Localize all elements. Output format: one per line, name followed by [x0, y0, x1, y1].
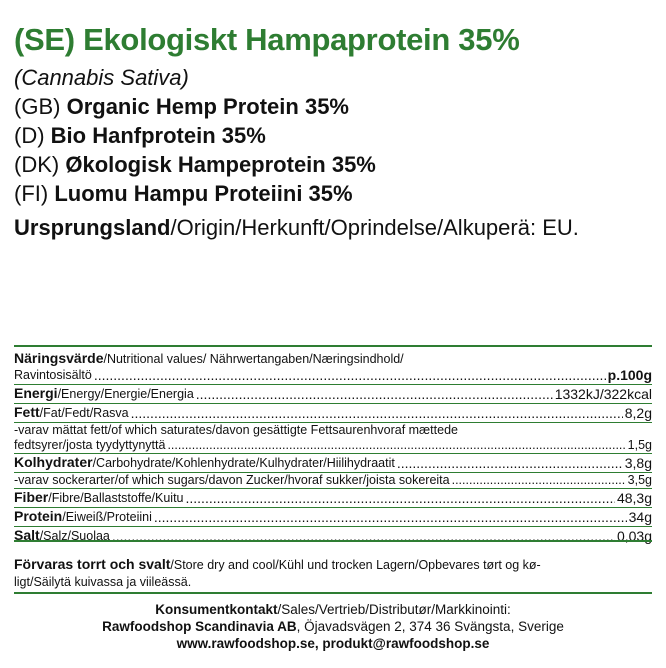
company-name: Rawfoodshop Scandinavia AB [102, 619, 297, 634]
saturates-label-line2: fedtsyrer/josta tyydyttynyttä [14, 438, 166, 452]
language-fi [14, 179, 654, 208]
protein-row [14, 508, 652, 527]
energy-row [14, 385, 652, 404]
product-header [14, 22, 654, 243]
nutrition-heading [14, 351, 652, 367]
fat-label-rest: /Fat/Fedt/Rasva [39, 406, 129, 420]
dot-leader [154, 509, 627, 526]
storage-instructions [14, 540, 652, 591]
per-value: p.100g [607, 367, 652, 383]
dot-leader [196, 386, 553, 403]
dot-leader [397, 455, 623, 472]
dot-leader [452, 473, 626, 488]
sugars-value: 3,5g [627, 473, 652, 487]
saturates-row [14, 438, 652, 454]
origin-text: /Origin/Herkunft/Oprindelse/Alkuperä: EU. [170, 215, 579, 240]
dot-leader [131, 405, 623, 422]
carbohydrate-value: 3,8g [624, 455, 652, 471]
consumer-contact [14, 592, 652, 652]
carbohydrate-label-rest: /Carbohydrate/Kohlenhydrate/Kulhydrater/Hiilihydraatit [92, 456, 395, 470]
product-title: (SE) Ekologiskt Hampaprotein 35% [14, 22, 520, 57]
storage-bold: Förvaras torrt och svalt [14, 556, 171, 572]
company-address: , Öjavadsvägen 2, 374 36 Svängsta, Sverige [296, 619, 564, 634]
fat-label: Fett [14, 404, 40, 420]
energy-label-rest: /Energy/Energie/Energia [57, 387, 194, 401]
lang-name: Bio Hanfprotein 35% [50, 123, 266, 148]
contact-label-rest: /Sales/Vertrieb/Distributør/Markkinointi: [277, 602, 511, 617]
carbohydrate-row [14, 454, 652, 473]
fibre-value: 48,3g [616, 490, 652, 506]
lang-code: (DK) [14, 152, 60, 177]
salt-label-rest: /Salz/Suolaa [39, 529, 110, 543]
dot-leader [94, 367, 606, 384]
salt-label: Salt [14, 527, 40, 543]
nutrition-table [14, 345, 652, 545]
carbohydrate-label: Kolhydrater [14, 454, 93, 470]
fibre-row [14, 489, 652, 508]
sugars-row [14, 473, 652, 489]
protein-label: Protein [14, 508, 63, 524]
latin-name: (Cannabis Sativa) [14, 65, 189, 90]
protein-value: 34g [628, 509, 652, 525]
lang-name: Luomu Hampu Proteiini 35% [54, 181, 353, 206]
sugars-label: -varav sockerarter/of which sugars/davon Zucker/hvoraf sukker/joista sokereita [14, 473, 450, 487]
fibre-label-rest: /Fibre/Ballaststoffe/Kuitu [48, 491, 184, 505]
per-100g-row [14, 367, 652, 385]
fibre-label: Fiber [14, 489, 49, 505]
storage-rest: /Store dry and cool/Kühl und trocken Lagern/Opbevares tørt og kø- [170, 558, 541, 572]
contact-label: Konsumentkontakt [155, 602, 278, 617]
language-dk [14, 150, 654, 179]
saturates-label-line1: -varav mättat fett/of which saturates/davon gesättigte Fettsaurenhvoraf mættede [14, 423, 458, 437]
lang-code: (FI) [14, 181, 49, 206]
origin-label: Ursprungsland [14, 215, 171, 240]
energy-value: 1332kJ/322kcal [554, 386, 652, 402]
lang-name: Organic Hemp Protein 35% [66, 94, 349, 119]
dot-leader [186, 490, 615, 507]
language-gb [14, 92, 654, 121]
origin-line [14, 213, 654, 243]
energy-label: Energi [14, 385, 58, 401]
nutrition-heading-bold: Näringsvärde [14, 350, 104, 366]
saturates-value: 1,5g [627, 438, 652, 452]
web-and-email: www.rawfoodshop.se, produkt@rawfoodshop.se [176, 636, 490, 651]
dot-leader [167, 438, 625, 453]
storage-line2: ligt/Säilytä kuivassa ja viileässä. [14, 575, 192, 589]
nutrition-heading-rest: /Nutritional values/ Nährwertangaben/Næringsindhold/ [103, 352, 404, 366]
language-d [14, 121, 654, 150]
fat-row [14, 404, 652, 423]
lang-code: (D) [14, 123, 45, 148]
salt-value: 0,03g [616, 528, 652, 544]
lang-code: (GB) [14, 94, 61, 119]
protein-label-rest: /Eiweiß/Proteiini [62, 510, 152, 524]
nutrition-heading-line2: Ravintosisältö [14, 368, 92, 382]
fat-value: 8,2g [624, 405, 652, 421]
lang-name: Økologisk Hampeprotein 35% [65, 152, 376, 177]
